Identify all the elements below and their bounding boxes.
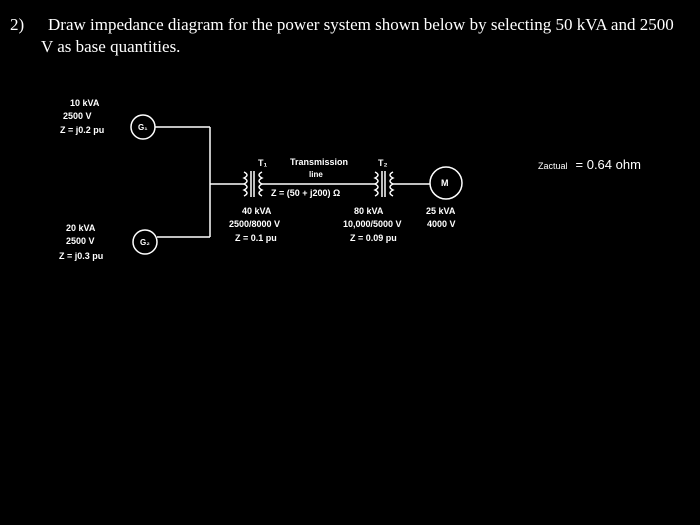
line-title: Transmission <box>290 157 349 167</box>
g2-impedance: Z = j0.3 pu <box>59 251 104 261</box>
t1-ratio: 2500/8000 V <box>229 219 281 229</box>
zactual <box>538 157 641 172</box>
t1-primary-coil <box>244 172 247 196</box>
zactual-label: Zactual <box>538 161 568 171</box>
motor-symbol: M <box>441 178 449 188</box>
question-number: 2) <box>10 15 25 34</box>
motor-voltage: 4000 V <box>427 219 456 229</box>
zactual-value: = 0.64 ohm <box>575 157 641 172</box>
t2-rating: 80 kVA <box>354 206 384 216</box>
g1-voltage: 2500 V <box>63 111 92 121</box>
t1-label: T₁ <box>258 158 268 168</box>
t1-secondary-coil <box>259 172 262 196</box>
t2-ratio: 10,000/5000 V <box>343 219 402 229</box>
g1-symbol: G₁ <box>138 123 148 132</box>
g1-rating: 10 kVA <box>70 98 100 108</box>
motor-rating: 25 kVA <box>426 206 456 216</box>
g2-voltage: 2500 V <box>66 236 95 246</box>
line-impedance: Z = (50 + j200) Ω <box>271 188 341 198</box>
g1-impedance: Z = j0.2 pu <box>60 125 105 135</box>
g2-rating: 20 kVA <box>66 223 96 233</box>
t2-primary-coil <box>375 172 378 196</box>
question-line-2: V as base quantities. <box>41 37 181 56</box>
question-line-1: Draw impedance diagram for the power system shown below by selecting 50 kVA and 2500 <box>48 15 674 34</box>
t2-label: T₂ <box>378 158 388 168</box>
g2-symbol: G₂ <box>140 238 150 247</box>
t2-impedance: Z = 0.09 pu <box>350 233 397 243</box>
t1-rating: 40 kVA <box>242 206 272 216</box>
t2-secondary-coil <box>390 172 393 196</box>
t1-impedance: Z = 0.1 pu <box>235 233 277 243</box>
line-subtitle: line <box>309 170 323 179</box>
